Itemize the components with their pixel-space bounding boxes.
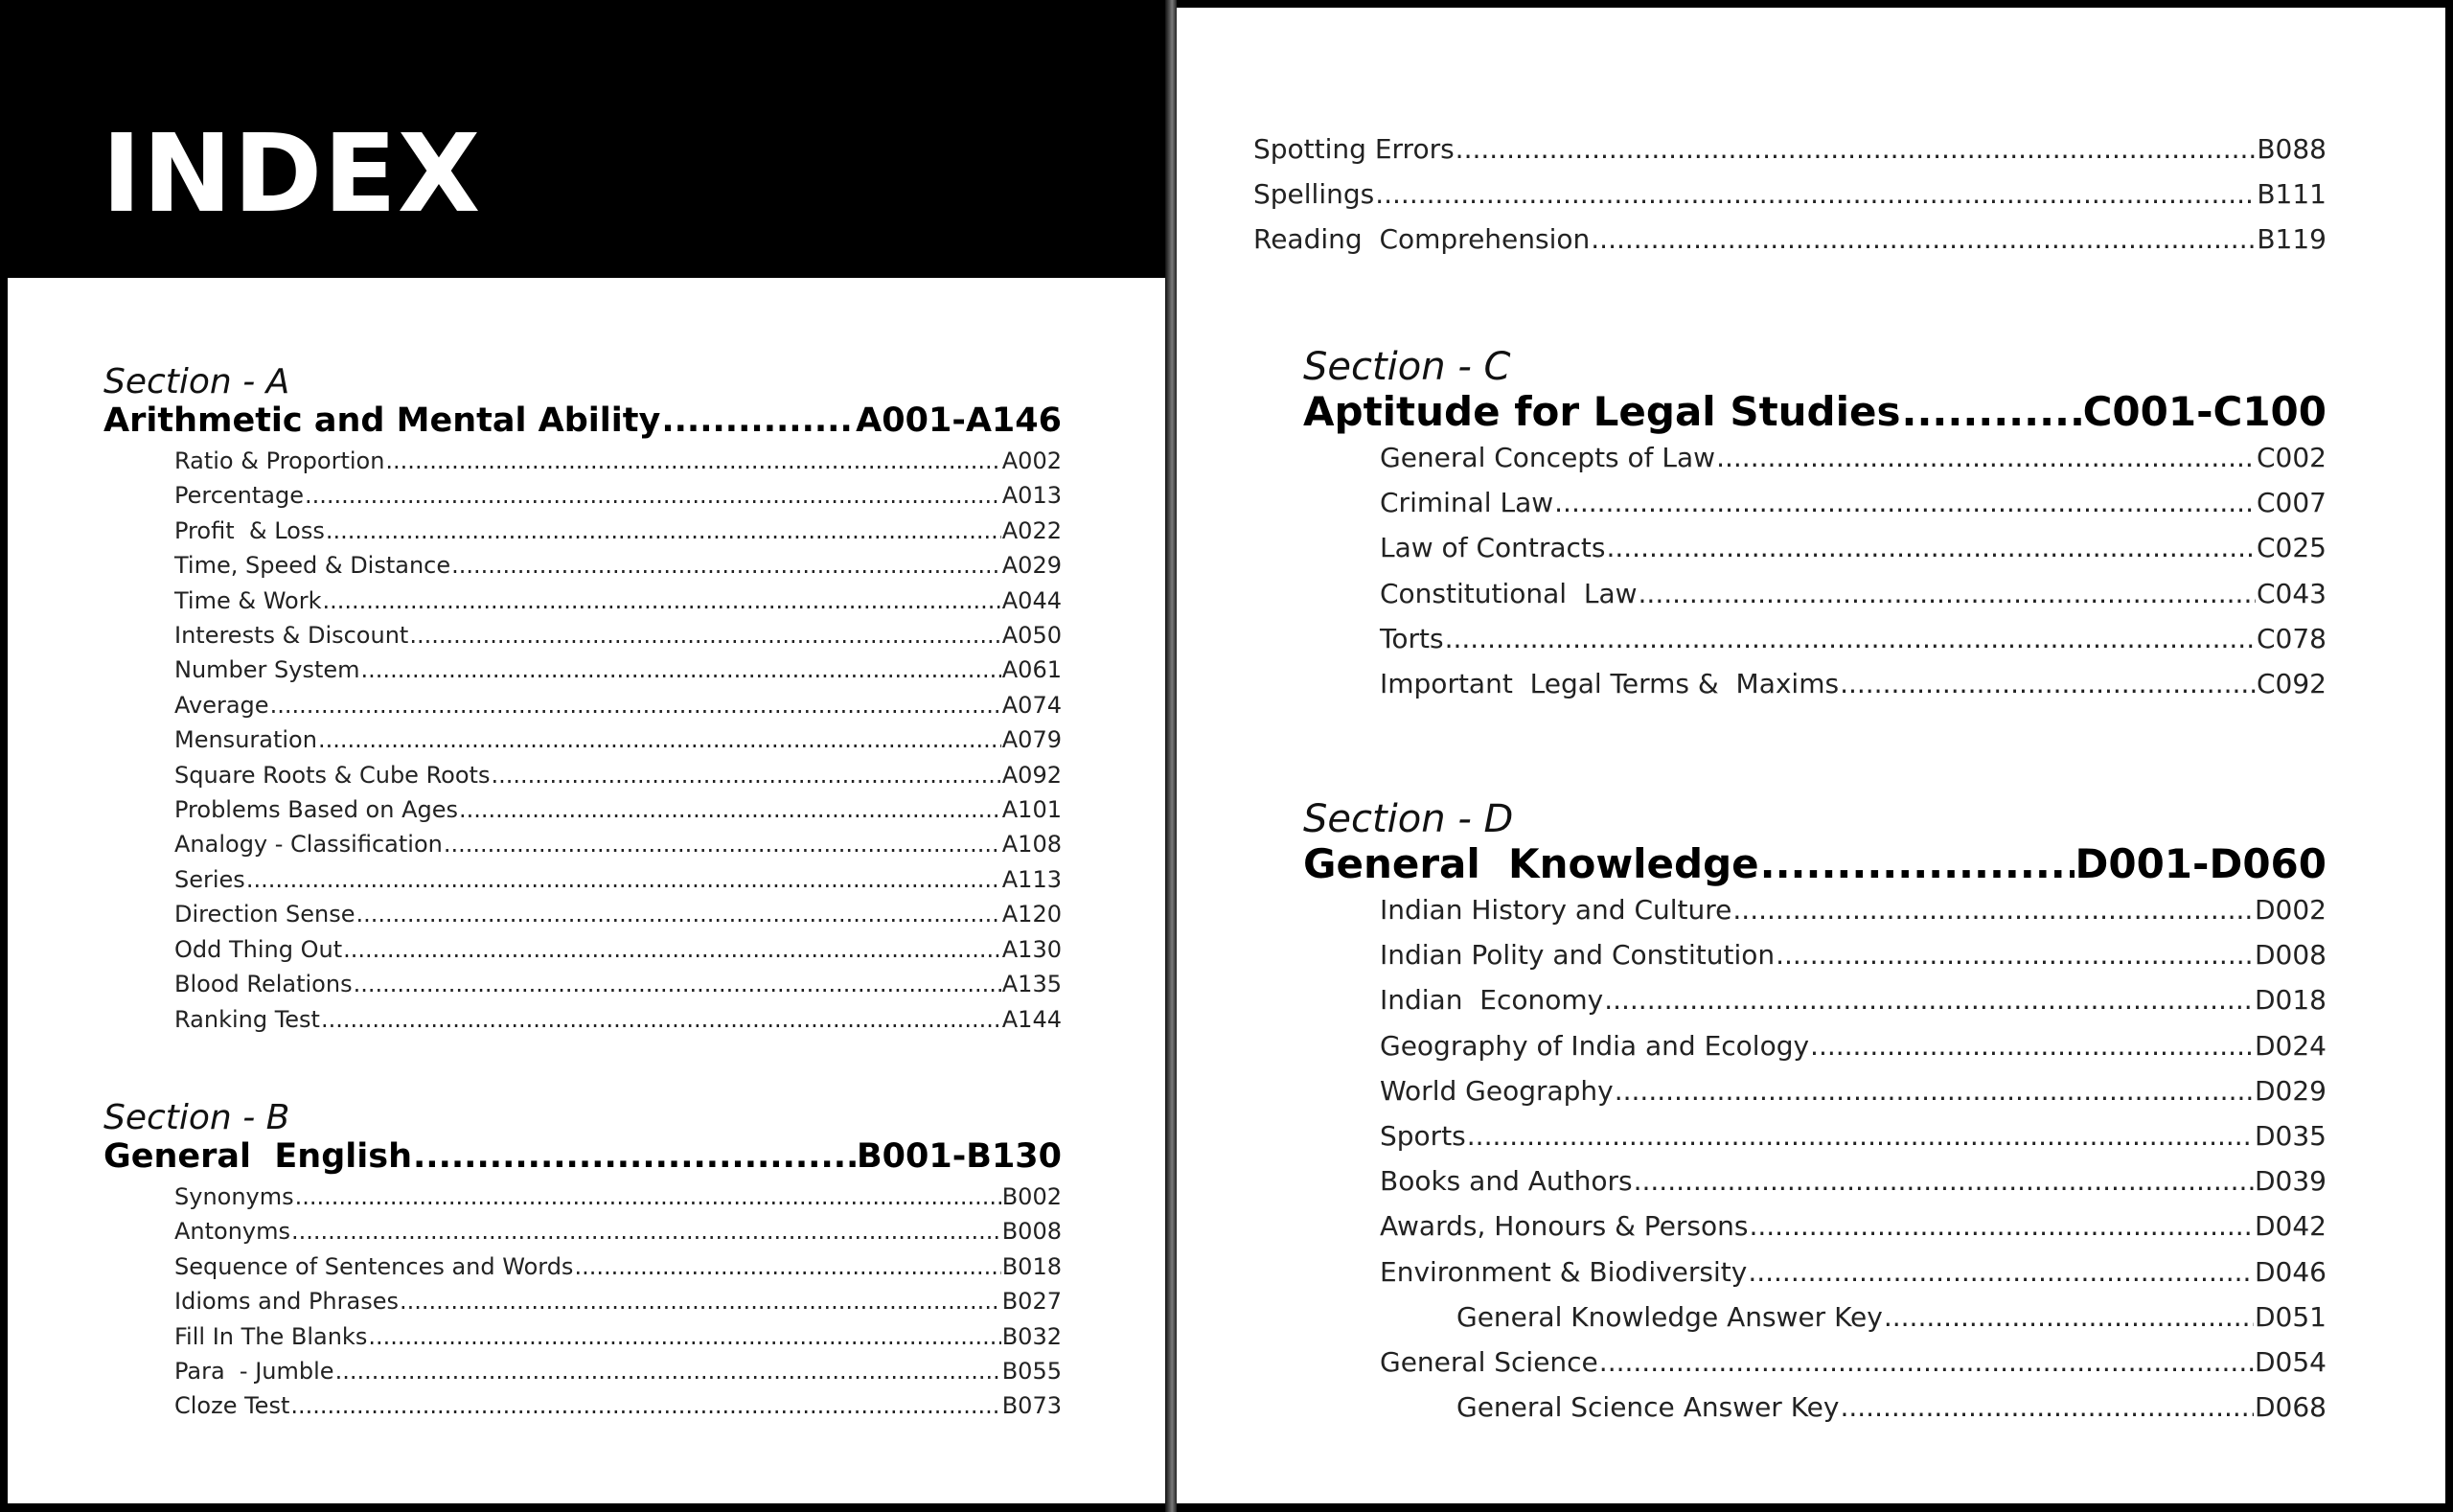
dot-leader: [1375, 172, 2256, 217]
toc-entry-title: General Science Answer Key: [1456, 1391, 1840, 1424]
dot-leader: [1749, 1203, 2254, 1249]
toc-entry-torts[interactable]: [1380, 616, 2327, 661]
toc-entry-page: A050: [1001, 622, 1062, 650]
toc-entry-title: Sports: [1380, 1120, 1466, 1153]
toc-entry-gs-answer-key[interactable]: [1456, 1385, 2327, 1430]
toc-entry-cloze-test[interactable]: [174, 1388, 1062, 1423]
dot-leader: [1634, 1158, 2254, 1203]
toc-entry-fill-blanks[interactable]: [174, 1319, 1062, 1354]
section-c-range: C001-C100: [2082, 388, 2327, 435]
toc-entry-synonyms[interactable]: [174, 1180, 1062, 1214]
dot-leader: [361, 653, 1001, 687]
dot-leader: [1760, 841, 2075, 887]
toc-entry-ranking-test[interactable]: [174, 1002, 1062, 1037]
dot-leader: [451, 548, 1001, 583]
toc-entry-problems-ages[interactable]: [174, 792, 1062, 827]
toc-entry-antonyms[interactable]: [174, 1214, 1062, 1249]
toc-entry-page: B111: [2257, 178, 2327, 211]
dot-leader: [1606, 525, 2256, 570]
section-a-label: Section - A: [103, 362, 290, 401]
toc-entry-page: C043: [2257, 577, 2327, 609]
toc-entry-title: Antonyms: [174, 1218, 291, 1246]
toc-entry-page: D035: [2254, 1120, 2327, 1153]
toc-entry-page: B002: [1001, 1183, 1062, 1210]
toc-entry-title: Odd Thing Out: [174, 935, 343, 963]
toc-entry-title: Problems Based on Ages: [174, 796, 459, 824]
toc-entry-page: B073: [1001, 1392, 1062, 1420]
toc-entry-title: Books and Authors: [1380, 1165, 1633, 1198]
toc-entry-title: Reading Comprehension: [1253, 223, 1591, 256]
toc-entry-title: Blood Relations: [174, 971, 353, 998]
toc-entry-direction-sense[interactable]: [174, 897, 1062, 931]
toc-entry-page: A144: [1001, 1005, 1062, 1033]
dot-leader: [1732, 887, 2254, 932]
toc-entry-general-science[interactable]: [1380, 1340, 2327, 1385]
toc-entry-awards-honours[interactable]: [1380, 1203, 2327, 1249]
dot-leader: [413, 1137, 856, 1176]
toc-entry-average[interactable]: [174, 688, 1062, 722]
toc-entry-mensuration[interactable]: [174, 722, 1062, 757]
toc-entry-page: A135: [1001, 971, 1062, 998]
toc-entry-page: C007: [2257, 487, 2327, 519]
toc-entry-page: B018: [1001, 1252, 1062, 1280]
toc-entry-title: Interests & Discount: [174, 622, 409, 650]
dot-leader: [354, 967, 1001, 1001]
dot-leader: [290, 1388, 1000, 1423]
section-a-heading[interactable]: [103, 401, 1062, 440]
toc-entry-books-authors[interactable]: [1380, 1158, 2327, 1203]
section-b-heading-title: General English: [103, 1137, 412, 1176]
dot-leader: [1902, 389, 2082, 435]
toc-entry-title: General Concepts of Law: [1380, 442, 1716, 473]
toc-entry-title: Indian Polity and Constitution: [1380, 939, 1776, 972]
section-a-range: A001-A146: [856, 401, 1062, 440]
toc-entry-title: Average: [174, 691, 269, 719]
toc-entry-page: A002: [1001, 447, 1062, 474]
toc-entry-page: A130: [1001, 935, 1062, 963]
dot-leader: [291, 1214, 1001, 1249]
dot-leader: [1810, 1023, 2254, 1068]
toc-entry-title: Square Roots & Cube Roots: [174, 761, 491, 789]
toc-entry-page: A061: [1001, 656, 1062, 684]
section-a-heading-title: Arithmetic and Mental Ability: [103, 401, 661, 440]
toc-entry-page: B088: [2257, 133, 2327, 165]
section-c-label: Section - C: [1303, 345, 1511, 389]
toc-entry-page: A108: [1001, 831, 1062, 859]
toc-entry-law-contracts[interactable]: [1380, 525, 2327, 570]
toc-entry-title: Awards, Honours & Persons: [1380, 1210, 1749, 1243]
toc-entry-time-speed-distance[interactable]: [174, 548, 1062, 583]
toc-entry-general-concepts-law[interactable]: [1380, 435, 2327, 480]
dot-leader: [356, 897, 1001, 931]
toc-entry-title: General Science: [1380, 1346, 1598, 1379]
section-c: [1303, 345, 2327, 706]
toc-entry-title: Cloze Test: [174, 1392, 290, 1420]
left-page: [8, 8, 1165, 1503]
toc-entry-profit-loss[interactable]: [174, 514, 1062, 548]
toc-entry-page: D024: [2254, 1029, 2327, 1062]
toc-entry-page: A044: [1001, 586, 1062, 614]
book-spine: [1165, 0, 1177, 1512]
dot-leader: [400, 1284, 1001, 1318]
toc-entry-page: D039: [2254, 1165, 2327, 1198]
toc-entry-title: Para - Jumble: [174, 1358, 334, 1386]
toc-entry-title: Fill In The Blanks: [174, 1322, 368, 1350]
toc-entry-title: Synonyms: [174, 1183, 294, 1210]
toc-entry-page: D046: [2254, 1255, 2327, 1288]
toc-entry-title: Sequence of Sentences and Words: [174, 1252, 574, 1280]
toc-entry-geography-india[interactable]: [1380, 1023, 2327, 1068]
toc-entry-analogy-classification[interactable]: [174, 827, 1062, 861]
toc-entry-indian-economy[interactable]: [1380, 977, 2327, 1022]
dot-leader: [270, 688, 1001, 722]
toc-entry-odd-thing-out[interactable]: [174, 932, 1062, 967]
section-a: [103, 363, 1062, 1037]
toc-entry-world-geography[interactable]: [1380, 1068, 2327, 1113]
toc-entry-environment-biodiversity[interactable]: [1380, 1249, 2327, 1294]
toc-entry-title: Geography of India and Ecology: [1380, 1029, 1810, 1062]
toc-entry-title: Ranking Test: [174, 1005, 320, 1033]
toc-entry-title: Torts: [1380, 622, 1444, 654]
toc-entry-page: D029: [2254, 1074, 2327, 1107]
toc-entry-title: Criminal Law: [1380, 487, 1554, 519]
toc-entry-page: B119: [2257, 223, 2327, 256]
toc-entry-page: B055: [1001, 1358, 1062, 1386]
toc-entry-page: D018: [2254, 984, 2327, 1017]
toc-entry-page: A113: [1001, 865, 1062, 893]
toc-entry-criminal-law[interactable]: [1380, 480, 2327, 525]
toc-entry-sequence-sentences[interactable]: [174, 1249, 1062, 1284]
toc-entry-page: D068: [2254, 1391, 2327, 1424]
dot-leader: [295, 1180, 1001, 1214]
toc-entry-page: A092: [1001, 761, 1062, 789]
dot-leader: [1445, 616, 2256, 661]
dot-leader: [246, 862, 1001, 897]
toc-entry-para-jumble[interactable]: [174, 1354, 1062, 1388]
toc-entry-title: Spellings: [1253, 178, 1375, 211]
toc-entry-gk-answer-key[interactable]: [1456, 1294, 2327, 1340]
toc-entry-sports[interactable]: [1380, 1113, 2327, 1158]
toc-entry-title: Ratio & Proportion: [174, 447, 385, 474]
toc-entry-square-cube-roots[interactable]: [174, 758, 1062, 792]
dot-leader: [444, 827, 1001, 861]
dot-leader: [322, 584, 1000, 618]
section-c-heading-title: Aptitude for Legal Studies: [1303, 388, 1901, 435]
toc-entry-page: A029: [1001, 552, 1062, 580]
toc-entry-constitutional-law[interactable]: [1380, 571, 2327, 616]
section-c-heading[interactable]: [1303, 389, 2327, 435]
toc-entry-page: A101: [1001, 796, 1062, 824]
section-d-heading[interactable]: [1303, 841, 2327, 887]
section-b-heading[interactable]: [103, 1137, 1062, 1176]
section-b-continued: [1177, 126, 2327, 263]
section-d: [1303, 797, 2327, 1430]
toc-entry-title: Indian Economy: [1380, 984, 1604, 1017]
toc-entry-page: C002: [2257, 442, 2327, 473]
toc-entry-page: A079: [1001, 726, 1062, 754]
toc-entry-page: C092: [2257, 668, 2327, 700]
toc-entry-page: A120: [1001, 901, 1062, 928]
toc-entry-title: General Knowledge Answer Key: [1456, 1300, 1883, 1333]
dot-leader: [343, 932, 1001, 967]
toc-entry-page: D008: [2254, 939, 2327, 972]
dot-leader: [1456, 126, 2257, 172]
toc-entry-legal-terms-maxims[interactable]: [1380, 661, 2327, 706]
dot-leader: [1591, 217, 2256, 262]
toc-entry-title: Idioms and Phrases: [174, 1288, 399, 1316]
section-d-range: D001-D060: [2075, 840, 2327, 887]
toc-entry-title: Analogy - Classification: [174, 831, 443, 859]
toc-entry-page: A022: [1001, 516, 1062, 544]
toc-entry-ratio-proportion[interactable]: [174, 444, 1062, 478]
dot-leader: [1604, 977, 2254, 1022]
dot-leader: [1748, 1249, 2254, 1294]
toc-entry-blood-relations[interactable]: [174, 967, 1062, 1001]
dot-leader: [1554, 480, 2256, 525]
toc-entry-title: Spotting Errors: [1253, 133, 1455, 165]
toc-entry-title: Series: [174, 865, 245, 893]
dot-leader: [1776, 932, 2254, 977]
toc-entry-title: Time, Speed & Distance: [174, 552, 451, 580]
toc-entry-page: A074: [1001, 691, 1062, 719]
dot-leader: [1467, 1113, 2254, 1158]
toc-entry-page: A013: [1001, 482, 1062, 510]
toc-entry-page: C078: [2257, 622, 2327, 654]
toc-entry-series[interactable]: [174, 862, 1062, 897]
toc-entry-number-system[interactable]: [174, 653, 1062, 687]
toc-entry-title: Law of Contracts: [1380, 532, 1606, 564]
toc-entry-page: B027: [1001, 1288, 1062, 1316]
toc-entry-title: Indian History and Culture: [1380, 894, 1732, 926]
section-d-heading-title: General Knowledge: [1303, 840, 1759, 887]
section-b-range: B001-B130: [857, 1137, 1062, 1176]
toc-entry-indian-polity[interactable]: [1380, 932, 2327, 977]
page-title: INDEX: [102, 112, 482, 237]
toc-entry-page: D051: [2254, 1300, 2327, 1333]
dot-leader: [318, 722, 1001, 757]
toc-entry-page: D054: [2254, 1346, 2327, 1379]
dot-leader: [574, 1249, 1000, 1284]
right-page: [1177, 8, 2445, 1503]
section-d-label: Section - D: [1303, 797, 1514, 841]
toc-entry-interests-discount[interactable]: [174, 618, 1062, 653]
toc-entry-title: Important Legal Terms & Maxims: [1380, 668, 1840, 700]
dot-leader: [1639, 571, 2256, 616]
dot-leader: [1599, 1340, 2254, 1385]
toc-entry-page: B008: [1001, 1218, 1062, 1246]
toc-entry-title: Profit & Loss: [174, 516, 325, 544]
dot-leader: [409, 618, 1000, 653]
dot-leader: [1615, 1068, 2254, 1113]
dot-leader: [335, 1354, 1001, 1388]
toc-entry-spotting-errors[interactable]: [1253, 126, 2327, 172]
dot-leader: [1884, 1294, 2254, 1340]
toc-entry-title: Percentage: [174, 482, 305, 510]
dot-leader: [491, 758, 1000, 792]
index-banner: [8, 8, 1165, 278]
section-b: [103, 1099, 1062, 1424]
toc-entry-title: World Geography: [1380, 1074, 1614, 1107]
toc-entry-title: Environment & Biodiversity: [1380, 1255, 1748, 1288]
dot-leader: [1716, 435, 2256, 480]
toc-entry-reading-comprehension[interactable]: [1253, 217, 2327, 262]
toc-entry-title: Direction Sense: [174, 901, 355, 928]
dot-leader: [385, 444, 1000, 478]
toc-entry-page: D042: [2254, 1210, 2327, 1243]
dot-leader: [368, 1319, 1000, 1354]
toc-entry-time-work[interactable]: [174, 584, 1062, 618]
toc-entry-indian-history[interactable]: [1380, 887, 2327, 932]
dot-leader: [326, 514, 1001, 548]
toc-entry-idioms-phrases[interactable]: [174, 1284, 1062, 1318]
toc-entry-percentage[interactable]: [174, 478, 1062, 513]
toc-entry-title: Number System: [174, 656, 360, 684]
toc-entry-title: Mensuration: [174, 726, 317, 754]
toc-entry-page: D002: [2254, 894, 2327, 926]
toc-entry-title: Time & Work: [174, 586, 322, 614]
toc-entry-spellings[interactable]: [1253, 172, 2327, 217]
dot-leader: [321, 1002, 1001, 1037]
toc-entry-page: B032: [1001, 1322, 1062, 1350]
section-b-label: Section - B: [103, 1098, 290, 1137]
toc-entry-title: Constitutional Law: [1380, 577, 1638, 609]
dot-leader: [305, 478, 1001, 513]
dot-leader: [459, 792, 1001, 827]
dot-leader: [661, 401, 855, 440]
toc-entry-page: C025: [2257, 532, 2327, 564]
dot-leader: [1840, 1385, 2254, 1430]
dot-leader: [1840, 661, 2256, 706]
